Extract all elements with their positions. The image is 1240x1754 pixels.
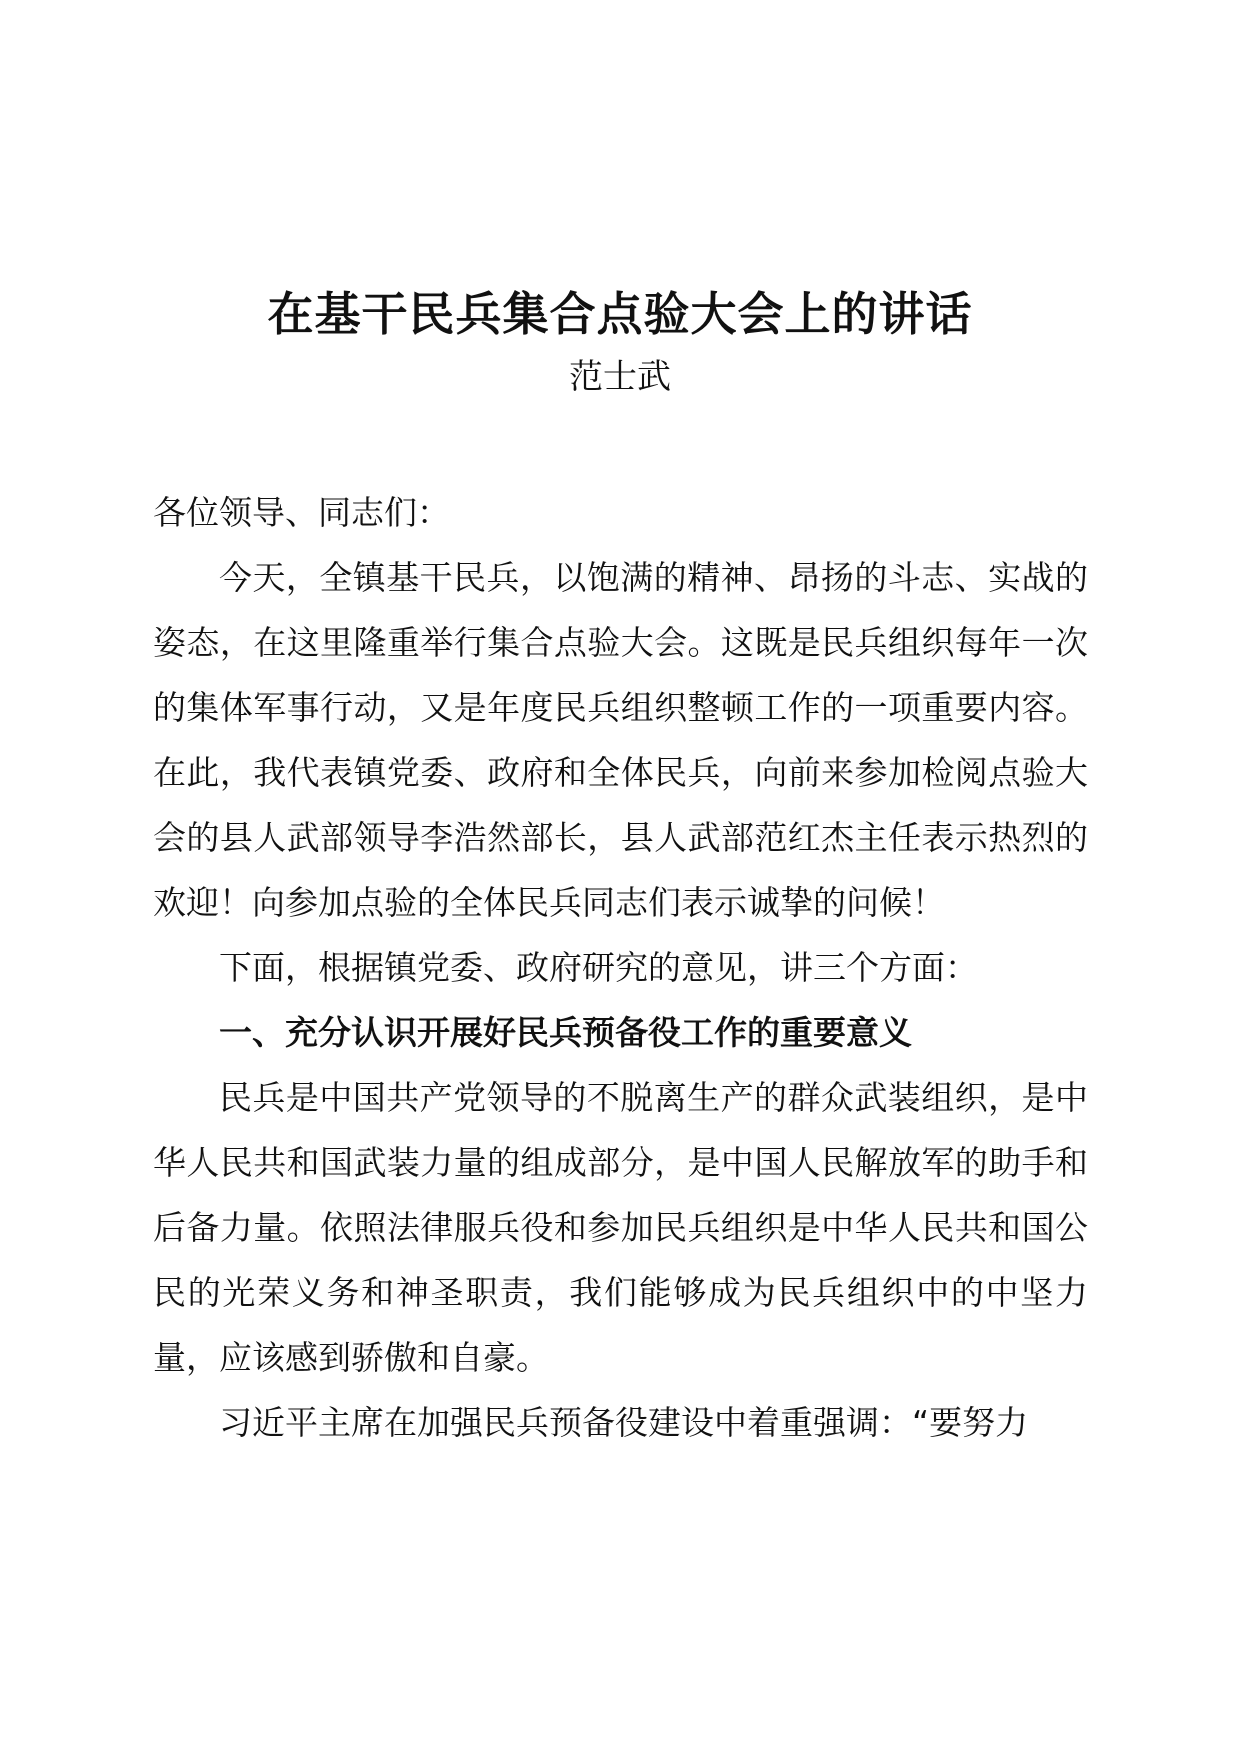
document-title: 在基干民兵集合点验大会上的讲话 [267, 287, 973, 341]
paragraph-opening: 今天，全镇基干民兵，以饱满的精神、昂扬的斗志、实战的姿态，在这里隆重举行集合点验大会。这既是民兵组织每年一次的集体军事行动，又是年度民兵组织整顿工作的一项重要内容。在此，我代表镇党委、政府和全体民兵，向前来参加检阅点验大会的县人武部领导李浩然部长，县人武部范红杰主任表示热烈的欢迎！向参加点验的全体民兵同志们表示诚挚的问候！ [153, 558, 1088, 922]
document-author: 范士武 [569, 357, 671, 397]
paragraph-outline: 下面，根据镇党委、政府研究的意见，讲三个方面： [219, 948, 978, 987]
document-body [153, 480, 1088, 1455]
paragraph-quote-intro: 习近平主席在加强民兵预备役建设中着重强调：“要努力 [219, 1403, 1029, 1442]
paragraph-militia-definition: 民兵是中国共产党领导的不脱离生产的群众武装组织，是中华人民共和国武装力量的组成部分，是中国人民解放军的助手和后备力量。依照法律服兵役和参加民兵组织是中华人民共和国公民的光荣义务和神圣职责，我们能够成为民兵组织中的中坚力量，应该感到骄傲和自豪。 [153, 1078, 1088, 1377]
section-heading-1: 一、充分认识开展好民兵预备役工作的重要意义 [219, 1013, 912, 1052]
salutation: 各位领导、同志们： [153, 493, 450, 532]
